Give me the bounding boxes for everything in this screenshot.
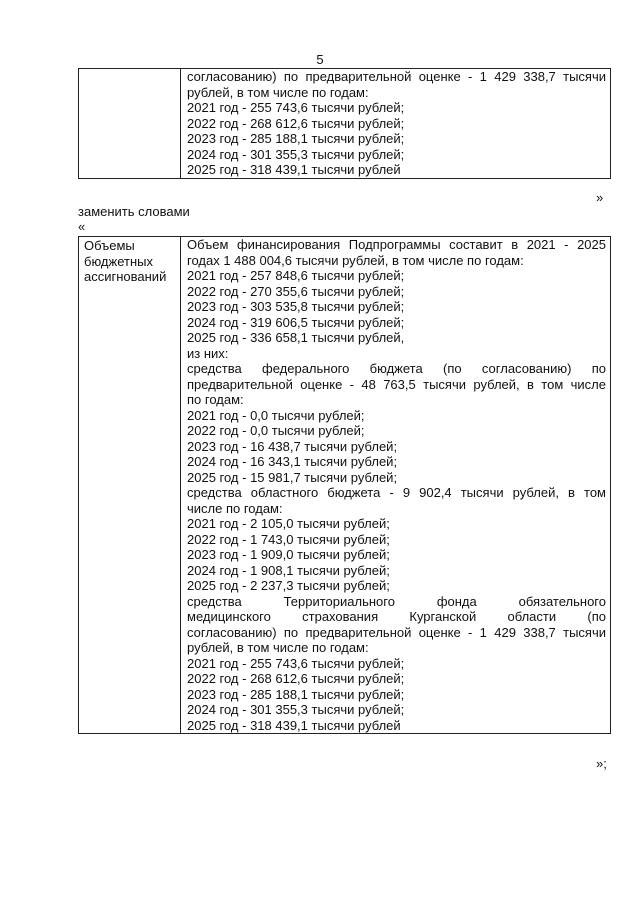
text-line: 2021 год - 0,0 тысячи рублей;	[187, 407, 365, 423]
text-line: 2022 год - 268 612,6 тысячи рублей;	[187, 115, 405, 131]
text-line: 2021 год - 255 743,6 тысячи рублей;	[187, 100, 405, 115]
page-number: 5	[316, 52, 324, 67]
text-line: средства областного бюджета - 9 902,4 тысячи рублей, в том	[187, 485, 606, 500]
text-line: 2024 год - 16 343,1 тысячи рублей;	[187, 454, 398, 469]
text-line: средства Территориального фонда обязательного	[187, 593, 606, 609]
text-line: 2025 год - 318 439,1 тысячи рублей	[187, 162, 401, 177]
row-label	[79, 69, 180, 70]
text-line: 2022 год - 268 612,6 тысячи рублей;	[187, 671, 405, 686]
text-line: 2024 год - 319 606,5 тысячи рублей;	[187, 314, 405, 330]
text-line: согласованию) по предварительной оценке - 1 429 338,7 тысячи	[187, 624, 606, 640]
budget-label-line: Объемы	[84, 238, 135, 253]
text-line: 2022 год - 0,0 тысячи рублей;	[187, 423, 365, 438]
text-line: рублей, в том числе по годам:	[187, 640, 369, 655]
text-line: 2025 год - 336 658,1 тысячи рублей,	[187, 330, 405, 345]
text-line: 2022 год - 270 355,6 тысячи рублей;	[187, 283, 405, 299]
text-line: 2021 год - 2 105,0 тысячи рублей;	[187, 516, 390, 531]
text-line: рублей, в том числе по годам:	[187, 84, 369, 100]
label-cell	[79, 237, 181, 734]
text-line: 2025 год - 318 439,1 тысячи рублей	[187, 717, 401, 733]
text-line: медицинского страхования Курганской области (по	[187, 609, 606, 624]
table-row	[79, 69, 611, 179]
label-cell	[79, 69, 181, 179]
text-line: 2024 год - 301 355,3 тысячи рублей;	[187, 702, 405, 717]
budget-label-line: бюджетных	[84, 253, 153, 269]
text-line: 2025 год - 15 981,7 тысячи рублей;	[187, 469, 398, 485]
text-line: 2023 год - 16 438,7 тысячи рублей;	[187, 438, 398, 454]
content-cell	[181, 237, 611, 734]
opening-quote: «	[78, 219, 86, 234]
table-row	[79, 237, 611, 734]
text-line: средства федерального бюджета (по согласованию) по	[187, 361, 606, 376]
text-line: 2022 год - 1 743,0 тысячи рублей;	[187, 531, 390, 547]
text-line: по годам:	[187, 392, 244, 407]
text-line: 2024 год - 301 355,3 тысячи рублей;	[187, 146, 405, 162]
replace-instruction: заменить словами	[78, 204, 190, 219]
continuation-table	[78, 68, 611, 179]
text-line: годах 1 488 004,6 тысячи рублей, в том числе по годам:	[187, 252, 524, 268]
text-line: числе по годам:	[187, 500, 283, 516]
text-line: 2023 год - 303 535,8 тысячи рублей;	[187, 299, 405, 314]
text-line: 2023 год - 285 188,1 тысячи рублей;	[187, 131, 405, 146]
continuation-text	[181, 69, 610, 178]
budget-label	[79, 237, 180, 285]
budget-table	[78, 236, 611, 734]
text-line: согласованию) по предварительной оценке - 1 429 338,7 тысячи	[187, 69, 606, 84]
text-line: 2023 год - 1 909,0 тысячи рублей;	[187, 547, 390, 562]
text-line: 2021 год - 257 848,6 тысячи рублей;	[187, 268, 405, 283]
budget-text	[181, 237, 610, 733]
text-line: 2025 год - 2 237,3 тысячи рублей;	[187, 578, 390, 593]
text-line: 2021 год - 255 743,6 тысячи рублей;	[187, 655, 405, 671]
content-cell	[181, 69, 611, 179]
text-line: 2023 год - 285 188,1 тысячи рублей;	[187, 686, 405, 702]
text-line: предварительной оценке - 48 763,5 тысячи рублей, в том числе	[187, 376, 606, 392]
closing-quote-bottom: »;	[596, 756, 607, 771]
closing-quote-top: »	[596, 190, 604, 205]
text-line: Объем финансирования Подпрограммы составит в 2021 - 2025	[187, 237, 606, 252]
text-line: 2024 год - 1 908,1 тысячи рублей;	[187, 562, 390, 578]
budget-label-line: ассигнований	[84, 269, 167, 284]
text-line: из них:	[187, 345, 229, 361]
